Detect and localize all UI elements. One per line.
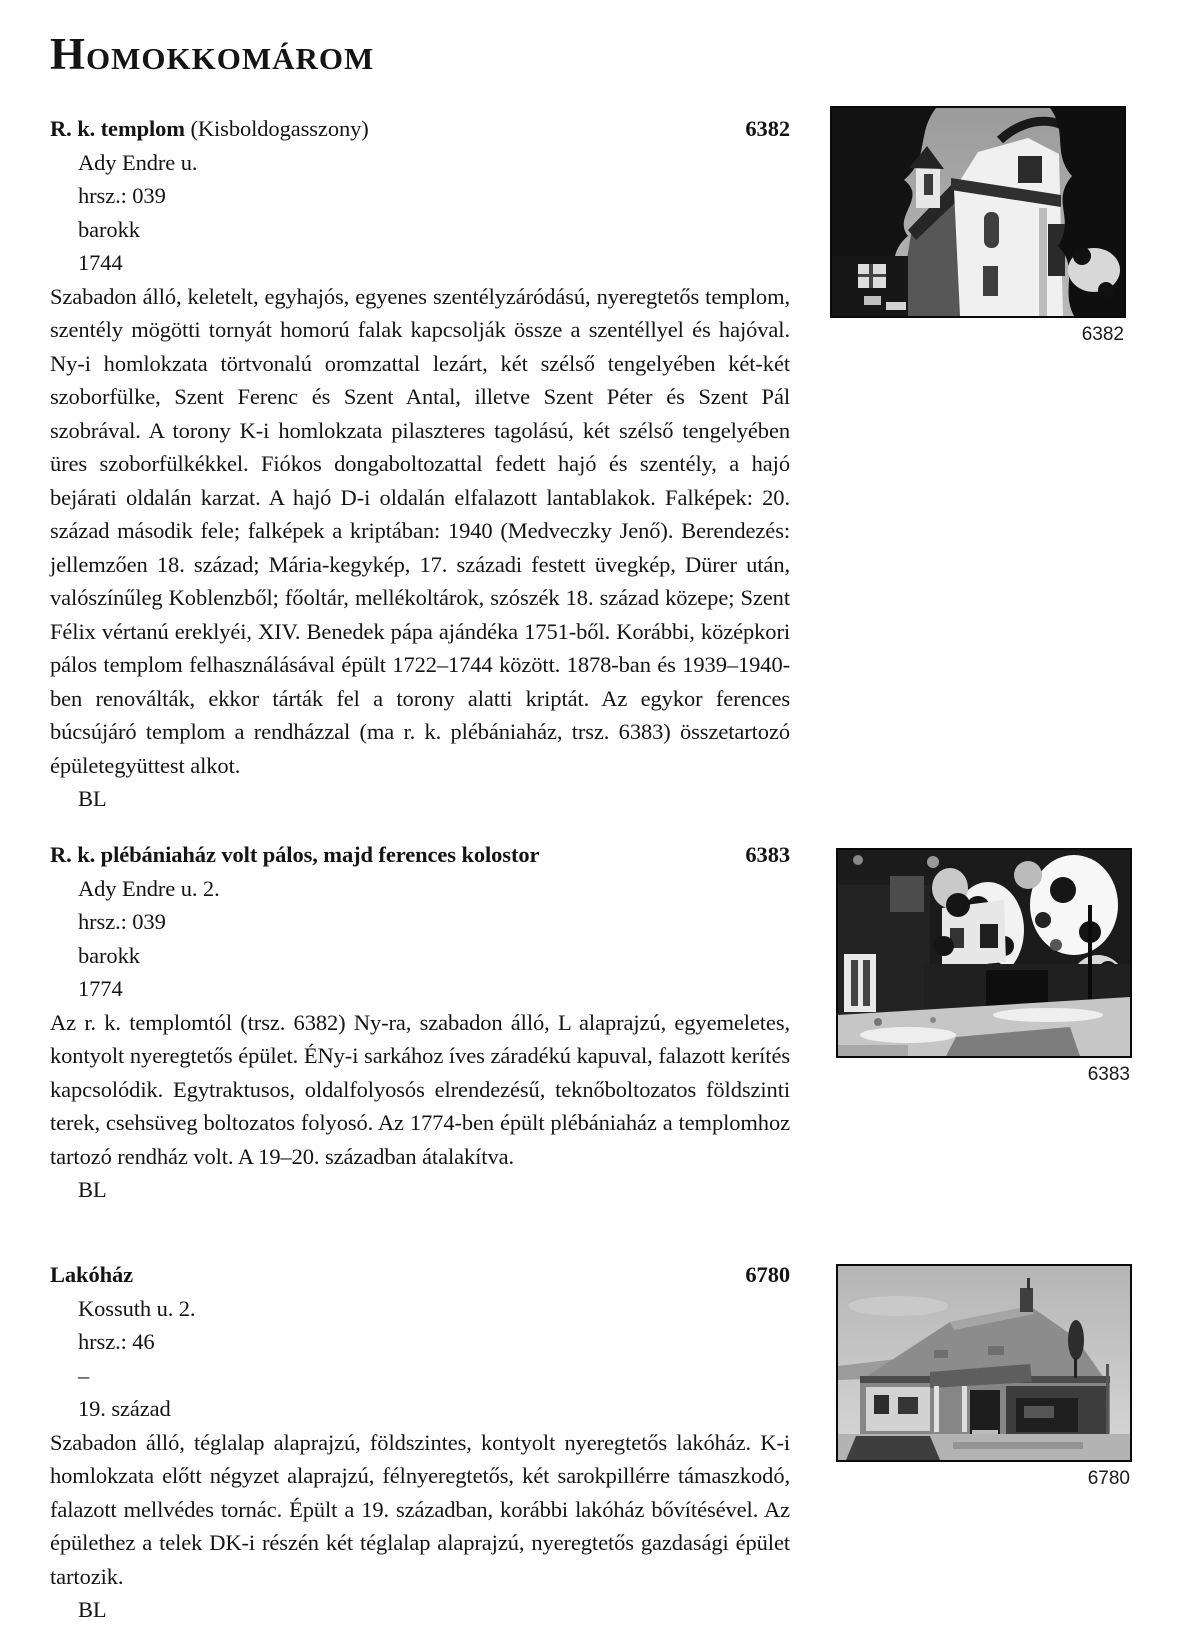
church-photo-image [832,108,1124,316]
entry-style: – [78,1362,90,1388]
entry-header [50,838,790,872]
entry-header [50,1258,790,1292]
dwelling-house-photo-image [838,1266,1130,1460]
photo-dwelling-house-6780 [836,1264,1132,1490]
entry-description: Szabadon álló, téglalap alaprajzú, földszintes, kontyolt nyeregtetős lakóház. K-i homlokzata előtt négyzet alaprajzú, félnyeregtetős, két sarokpillérre támaszkodó, falazott mellvédes tornác. Épült a 19. században, korábbi lakóház bővítésével. Az épülethez a telek DK-i részén két téglalap alaprajzú, nyeregtetős gazdasági épület tartozik. [50,1429,790,1589]
doorway [970,1390,1000,1434]
small-tree [1068,1320,1084,1360]
photo-frame [836,1264,1132,1462]
entry-6780 [50,1258,790,1627]
entry-title [50,1258,133,1292]
photo-caption: 6780 [1087,1468,1130,1489]
entry-description: Az r. k. templomtól (trsz. 6382) Ny-ra, szabadon álló, L alaprajzú, egyemeletes, kontyolt nyeregtetős épület. ÉNy-i sarkához íves záradékú kapuval, falazott kerítés kapcsolódik. Egytraktusos, oldalfolyosós elrendezésű, teknőboltozatos földszinti terek, csehsüveg boltozatos folyosó. Az 1774-ben épült plébániaház a templomhoz tartozó rendház volt. A 19–20. században átalakítva. [50,1009,790,1169]
entry-style: barokk [78,216,140,242]
chimney [1020,1288,1033,1312]
entry-number: 6382 [745,116,790,141]
entry-title [50,112,369,146]
settlement-title-initial: H [50,29,87,79]
entry-date: 1774 [78,976,123,1001]
settlement-title [50,30,374,89]
entry-date: 19. század [78,1396,171,1421]
photo-caption: 6383 [1087,1064,1130,1085]
entry-date: 1744 [78,250,123,275]
photo-church-6382 [830,106,1126,346]
entry-number: 6383 [745,842,790,867]
entry-number: 6780 [745,1262,790,1287]
entry-author-initials: BL [78,1597,107,1622]
entry-parcel-number: hrsz.: 039 [78,183,166,208]
entry-title [50,838,539,872]
entry-title-bold: Lakóház [50,1262,134,1287]
entry-author-initials: BL [78,786,107,811]
entry-title-dedication: (Kisboldogasszony) [184,116,369,141]
entry-style: barokk [78,942,140,968]
entry-header [50,112,790,146]
photo-parish-house-6383 [836,848,1132,1086]
entry-description: Szabadon álló, keletelt, egyhajós, egyenes szentélyzáródású, nyeregtetős templom, szentély mögötti tornyát homorú falak kapcsolják össze a szentéllyel és hajóval. Ny-i homlokzata törtvonalú oromzattal lezárt, két szélső tengelyében két-két szoborfülke, Szent Ferenc és Szent Antal, illetve Szent Péter és Szent Pál szobrával. A torony K-i homlokzata pilaszteres tagolású, két szélső tengelyében üres szoborfülkékkel. Fiókos dongaboltozattal fedett hajó és szentély, a hajó bejárati oldalán karzat. A hajó D-i oldalán elfalazott lantablakok. Falképek: 20. század második fele; falképek a kriptában: 1940 (Medveczky Jenő). Berendezés: jellemzően 18. század; Mária-kegykép, 17. századi festett üvegkép, Dürer után, valószínűleg Koblenzből; főoltár, mellékoltárok, szószék 18. század közepe; Szent Félix vértanú ereklyéi, XIV. Benedek pápa ajándéka 1751-ből. Korábbi, középkori pálos templom felhasználásával épült 1722–1744 között. 1878-ban és 1939–1940-ben renoválták, ekkor tárták fel a torony alatti kriptát. Az egykor ferences búcsújáró templom a rendházzal (ma r. k. plébániaház, trsz. 6383) összetartozó épületegyüttest alkot. [50,283,790,778]
entry-address: Ady Endre u. 2. [78,875,220,901]
entry-6382 [50,112,790,816]
parish-house-photo-image [838,850,1130,1056]
photo-frame [836,848,1132,1058]
entry-author-initials: BL [78,1177,107,1202]
entry-6383 [50,838,790,1207]
settlement-title-rest: OMOKKOMÁROM [86,41,375,76]
entry-parcel-number: hrsz.: 46 [78,1329,155,1354]
entry-address: Ady Endre u. [78,149,198,175]
photo-frame [830,106,1126,318]
entry-address: Kossuth u. 2. [78,1295,196,1321]
entry-title-bold: R. k. plébániaház volt pálos, majd ferences kolostor [50,842,540,867]
entry-parcel-number: hrsz.: 039 [78,909,166,934]
photo-caption: 6382 [1081,324,1124,345]
entry-title-bold: R. k. templom [50,116,185,141]
